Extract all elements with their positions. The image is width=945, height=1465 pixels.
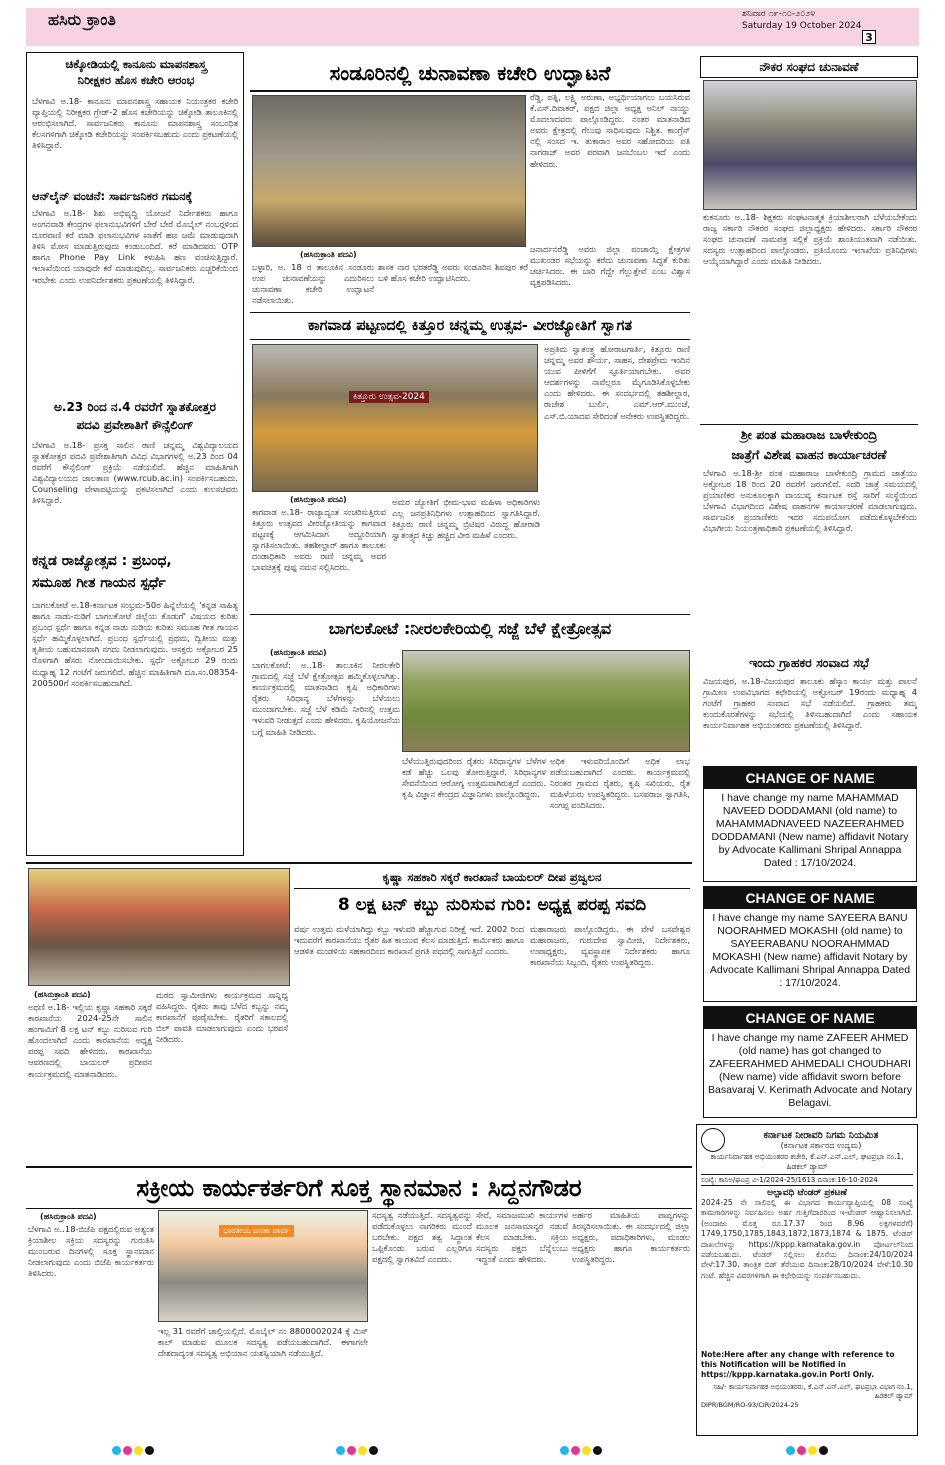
tender-reference: ಸಂಖ್ಯೆ: ಕಾನಿಅ/ಘಟಪ್ರ ವಿ-1/2024-25/1613 ದಿನಾಂಕ:16-10-2024 bbox=[701, 1174, 913, 1186]
dateline bbox=[742, 8, 862, 32]
page-number: 3 bbox=[862, 30, 876, 44]
headline-line: ನಿರೀಕ್ಷಕರ ಹೊಸ ಕಚೇರಿ ಆರಂಭ bbox=[77, 73, 195, 87]
headline-line: ಪದವಿ ಪ್ರವೇಶಾತಿಗೆ ಕೌನ್ಸೆಲಿಂಗ್ bbox=[76, 418, 194, 432]
divider bbox=[26, 862, 692, 864]
news-photo bbox=[703, 80, 917, 210]
article-headline bbox=[34, 56, 238, 88]
headline-line: ಕನ್ನಡ ರಾಜ್ಯೋತ್ಸವ : ಪ್ರಬಂಧ, bbox=[32, 553, 172, 569]
article-body: ವಿಜಯಪುರ, ಅ.18-ವಿಜಯಪುರ ತಾಲೂಕು ಹೆಸ್ಕಾಂ ಕಾರ್ಯ ಮತ್ತು ಪಾಲನೆ ಗ್ರಾಮೀಣ ಉಪವಿಭಾಗದ ಕಛೇರಿಯಲ್ಲಿ ಅಕ್ಟೋಬರ್ 19ರಂದು ಮಧ್ಯಾಹ್ನ 4 ಗಂಟೆಗೆ ಗ್ರಾಹಕರ ಸಂವಾದ ಸಭೆ ನಡೆಯಲಿದೆ. ಗ್ರಾಹಕರು ತಮ್ಮ ಕುಂದುಕೊರತೆಗಳನ್ನು ಸಭೆಯಲ್ಲಿ ತಿಳಿಸಬಹುದಾಗಿದೆ ಎಂದು ಸಹಾಯಕ ಕಾರ್ಯನಿರ್ವಾಹಕ ಅಭಿಯಂತರರು ಪ್ರಕಟಣೆಯಲ್ಲಿ ತಿಳಿಸಿದ್ದಾರೆ. bbox=[703, 676, 917, 731]
article-body: ಕುಕನೂರು ಅ..18- ಶಿಕ್ಷಕರು ಸಂಘಟನಾತ್ಮಕ ಕ್ರಿಯಾಶೀಲರಾಗಿ ಬೆಳೆಯಬೇಕೆಂದು ರಾಜ್ಯ ಸರ್ಕಾರಿ ನೌಕರರ ಸಂಘದ ಜಿಲ್ಲಾಧ್ಯಕ್ಷರು ಹೇಳಿದರು. ಸರ್ಕಾರಿ ನೌಕರರ ಸಂಘದ ಚುನಾವಣೆ ನಾಮಪತ್ರ ಸಲ್ಲಿಕೆ ಪ್ರಕ್ರಿಯೆ ಶಾಂತಿಯುತವಾಗಿ ನಡೆಯಿತು. ಸದಸ್ಯರು ಉತ್ಸಾಹದಿಂದ ಪಾಲ್ಗೊಂಡರು. ಪ್ರತಿಯೊಂದು ಇಲಾಖೆಯ ಪ್ರತಿನಿಧಿಗಳು ಆಯ್ಕೆಯಾಗಿದ್ದಾರೆ ಎಂದು ಮಾಹಿತಿ ನೀಡಿದರು. bbox=[703, 212, 917, 267]
news-photo bbox=[252, 344, 538, 492]
tender-office: ಕಾರ್ಯನಿರ್ವಾಹಕ ಅಭಿಯಂತರರ ಕಚೇರಿ, ಕೆ.ಎನ್.ಎನ್.ಎಲ್, ಘಟಪ್ರಭಾ ನಂ.1, ಹಿಡಕಲ್ ಡ್ಯಾಮ್ bbox=[710, 1152, 904, 1171]
article-body: ಬಾಗಲಕೋಟೆ ಅ.18-ಕರ್ನಾಟಕ ಸಂಭ್ರಮ-50ರ ಹಿನ್ನೆಲೆಯಲ್ಲಿ 'ಕನ್ನಡ ಸಾಹಿತ್ಯ ಹಾಗೂ ನಾಡು-ನುಡಿಗೆ ಬಾಗಲಕೋಟೆ ಜಿಲ್ಲೆಯ ಕೊಡುಗೆ' ವಿಷಯದ ಕುರಿತು ಪ್ರಬಂಧ ಸ್ಪರ್ಧೆ ಹಾಗೂ ಕನ್ನಡ ನಾಡು ನುಡಿಯ ಕುರಿತು ಸಮೂಹ ಗೀತ ಗಾಯನ ಸ್ಪರ್ಧೆ ಹಮ್ಮಿಕೊಳ್ಳಲಾಗಿದೆ. ಪ್ರಬಂಧ ಸ್ಪರ್ಧೆಯಲ್ಲಿ ಪ್ರಥಮ, ದ್ವಿತೀಯ ಮತ್ತು ತೃತೀಯ ಬಹುಮಾನವಾಗಿ ನಗದು ನೀಡಲಾಗುವುದು. ಆಸಕ್ತರು ಅಕ್ಟೋಬರ 25 ರೊಳಗಾಗಿ ಹೆಸರು ನೋಂದಾಯಿಸಬೇಕು. ಸ್ಪರ್ಧೆ ಅಕ್ಟೋಬರ 29 ರಂದು ಮಧ್ಯಾಹ್ನ 12 ಗಂಟೆಗೆ ಜರುಗಲಿದೆ. ಹೆಚ್ಚಿನ ಮಾಹಿತಿಗಾಗಿ ದೂ.ಸಂ.08354-200500ಗೆ ಸಂಪರ್ಕಿಸಬಹುದಾಗಿದೆ. bbox=[32, 600, 238, 688]
date-kannada: ಶನಿವಾರ ೧೯-೧೦-೨೦೨೪ bbox=[742, 9, 816, 19]
article-body: ಬೆಳಗಾವಿ ಅ..18-ಬಿಜೆಪಿ ಪಕ್ಷದಲ್ಲಿರುವ ಅತ್ಯಂತ ಕ್ರಿಯಾಶೀಲ ಸಕ್ರಿಯ ಸದಸ್ಯರನ್ನು ಗುರುತಿಸಿ ಮುಂಬರುವ ದಿನಗಳಲ್ಲಿ ಸೂಕ್ತ ಸ್ಥಾನಮಾನ ನೀಡಲಾಗುವುದು ಎಂದು ಬಿಜೆಪಿ ಕಾರ್ಯಕರ್ತರು ತಿಳಿಸಿದರು. bbox=[28, 1224, 154, 1279]
tender-text: 2024-25 ನೇ ಸಾಲಿನಲ್ಲಿ ಈ ವಿಭಾಗದ ಕಾರ್ಯವ್ಯಾಪ್ತಿಯಲ್ಲಿ 08 ಸಂಖ್ಯೆ ಕಾಮಗಾರಿಗಳನ್ನು ನಿರ್ವಹಿಸಲು ಅರ್ಹ ಗುತ್ತಿಗೆದಾರರಿಂದ ಇ-ಟೆಂಡರ್ ಆಹ್ವಾನಿಸಲಾಗಿದೆ. (ಅಂದಾಜು ಮೊತ್ತ ರೂ.17.37 ರಿಂದ 8.96 ಲಕ್ಷಗಳವರೆಗೆ) 1749,1750,1785,1843,1872,1873,1874 & 1875. ಟೆಂಡರ್ ದಾಖಲೆಗಳನ್ನು https://kppp.karnataka.gov.in ಪೋರ್ಟಲ್‍ನಿಂದ ಪಡೆಯಬಹುದು. ಟೆಂಡರ್ ಸಲ್ಲಿಸಲು ಕೊನೆಯ ದಿನಾಂಕ:24/10/2024 ವೇಳೆ:17.30. ತಾಂತ್ರಿಕ ಬಿಡ್ ತೆರೆಯುವ ದಿನಾಂಕ:28/10/2024 ವೇಳೆ:10.30 ಗಂಟೆ. ಹೆಚ್ಚಿನ ವಿವರಗಳಿಗಾಗಿ ಈ ಕಛೇರಿಯನ್ನು ಸಂಪರ್ಕಿಸಬಹುದು. bbox=[701, 1198, 913, 1280]
headline-line: ಜಾತ್ರೆಗೆ ವಿಶೇಷ ವಾಹನ ಕಾರ್ಯಾಚರಣೆ bbox=[731, 447, 887, 462]
article-body: ಸದಸ್ಯತ್ವ ನಡೆಯುತ್ತಿದೆ. ಸದಸ್ಯತ್ವವನ್ನು ಪಡೆದುಕೊಳ್ಳಲು ನಾಗರಿಕರು ಮುಂದೆ ಬರಬೇಕು. ಪಕ್ಷದ ತತ್ವ ಸಿದ್ಧಾಂತ ಒಪ್ಪಿಕೊಂಡು ಬರುವ ಎಲ್ಲರಿಗೂ ಪಕ್ಷದಲ್ಲಿ ಸ್ವಾಗತವಿದೆ ಎಂದರು. bbox=[372, 1210, 472, 1265]
headline-line: ಅ.23 ರಿಂದ ನ.4 ರವರೆಗೆ ಸ್ನಾತಕೋತ್ತರ bbox=[53, 400, 217, 414]
article-body: ಶಾಸಕ ನಾರ ಭರತರೆಡ್ಡಿ ಅವರು ಸಂಡೂರಿನ ಶಿವಪುರ ಕರೆ ಬಳಿ ಹೊಸ ಕಚೇರಿ ಉದ್ಘಾಟಿಸಿದರು. bbox=[378, 262, 528, 284]
article-body: ಅಮರ ಜ್ಯೋತಿಗೆ ಭೀಮ-ಭಾವ ಮಹಿಳಾ ಅಧಿಕಾರಿಗಳು ಎಲ್ಲ ಜನಪ್ರತಿನಿಧಿಗಳು ಉತ್ಸಾಹದಿಂದ ಸ್ವಾಗತಿಸಿದ್ದಾರೆ. ಕಿತ್ತೂರು ರಾಣಿ ಚನ್ನಮ್ಮ ಬ್ರಿಟಿಷರ ವಿರುದ್ಧ ಹೋರಾಡಿ ಸ್ವಾತಂತ್ರ್ಯದ ಕಿಚ್ಚು ಹಚ್ಚಿದ ವೀರ ಮಹಿಳೆ ಎಂದರು. bbox=[392, 497, 540, 541]
registration-marks bbox=[112, 1440, 156, 1459]
article-body: ಅಥಣಿ ಅ.18- ಇಲ್ಲಿಯ ಕೃಷ್ಣಾ ಸಹಕಾರಿ ಸಕ್ಕರೆ ಕಾರಖಾನೆಯ 2024-25ನೇ ಸಾಲಿನ ಹಂಗಾಮಿಗೆ 8 ಲಕ್ಷ ಟನ್ ಕಬ್ಬು ನುರಿಸುವ ಗುರಿ ಹೊಂದಲಾಗಿದೆ ಎಂದು ಕಾರಖಾನೆಯ ಅಧ್ಯಕ್ಷ ಪರಪ್ಪ ಸವದಿ ಹೇಳಿದರು. ಕಾರಖಾನೆಯ ಆವರಣದಲ್ಲಿ ಬಾಯಲರ್ ಪ್ರದೀಪನ ಕಾರ್ಯಕ್ರಮದಲ್ಲಿ ಮಾತನಾಡಿದರು. bbox=[28, 1002, 152, 1079]
government-emblem-icon bbox=[701, 1128, 725, 1152]
notice-text: I have change my name ZAFEER AHMED (old name) has got changed to ZAFEERAHMED AHMEDALI CHOUDHARI (New name) vide affidavit sworn before Basavaraj V. Kerimath Advocate and Notary Belagavi. bbox=[708, 1032, 912, 1109]
photo-banner: ಕಿತ್ತೂರು ಉತ್ಸವ-2024 bbox=[349, 391, 429, 403]
article-body: ಅರ್ಹರ ಮಾಹಿತಿಯ ಪಾಪ್ಯಗಳನ್ನು ತಿರಸ್ಕರಿಸಲಾಯಿತು. ಈ ಸಂದರ್ಭದಲ್ಲಿ ಜಿಲ್ಲಾ ಅಧ್ಯಕ್ಷರು, ಪದಾಧಿಕಾರಿಗಳು, ಮಂಡಲ ಅಧ್ಯಕ್ಷರು ಹಾಗೂ ಕಾರ್ಯಕರ್ತರು ಉಪಸ್ಥಿತರಿದ್ದರು. bbox=[572, 1210, 690, 1265]
article-body: ಮಠದ ಸ್ವಾಮೀಜಿಗಳು ಕಾರ್ಯಕ್ರಮದ ಸಾನ್ನಿಧ್ಯ ವಹಿಸಿದ್ದರು. ರೈತರು ತಾವು ಬೆಳೆದ ಕಬ್ಬನ್ನು ನಮ್ಮ ಕಾರಖಾನೆಗೆ ಪೂರೈಸಬೇಕು. ರೈತರಿಗೆ ಸಕಾಲದಲ್ಲಿ ಬಿಲ್ ಪಾವತಿ ಮಾಡಲಾಗುವುದು ಎಂದು ಭರವಸೆ ನೀಡಿದರು. bbox=[156, 990, 288, 1045]
tender-note: Note:Here after any change with reference to this Notification will be Notified in https://kppp.karnataka.gov.in Portl Only. bbox=[701, 1350, 895, 1379]
story-headline: ಕಾಗವಾಡ ಪಟ್ಟಣದಲ್ಲಿ ಕಿತ್ತೂರ ಚನ್ನಮ್ಮ ಉತ್ಸವ- ವೀರಜ್ಯೋತಿಗೆ ಸ್ವಾಗತ bbox=[250, 312, 690, 340]
notice-title: CHANGE OF NAME bbox=[704, 1007, 916, 1029]
registration-marks bbox=[786, 1440, 830, 1459]
story-headline: 8 ಲಕ್ಷ ಟನ್ ಕಬ್ಬು ನುರಿಸುವ ಗುರಿ: ಅಧ್ಯಕ್ಷ ಪರಪ್ಪ ಸವದಿ bbox=[337, 895, 647, 915]
newspaper-name: ಹಸಿರು ಕ್ರಾಂತಿ bbox=[48, 10, 116, 29]
article-body: ಅಧಿಕ ಇಳುವರಿಯೊಂದಿಗೆ ಅಧಿಕ ಲಾಭ ಪಡೆಯಬಹುದಾಗಿದೆ ಎಂದರು. ಕಾರ್ಯಕ್ರಮದಲ್ಲಿ ನಿರಂತರ ಗ್ರಾಮದ ರೈತರು, ಕೃಷಿ ಸಖಿಯರು, ರೈತ ಮಹಿಳೆಯರು ಉಪಸ್ಥಿತರಿದ್ದರು. ಬಸವರಾಜ ಸ್ವಾಗತಿಸಿ, ಸಂಗಪ್ಪ ವಂದಿಸಿದರು. bbox=[550, 756, 690, 811]
article-body: ರೆಡ್ಡಿ, ಪತ್ನಿ, ಲಕ್ಷ್ಮಿ ಅರುಣಾ, ಅಭ್ಯರ್ಥಿಯಾಗಲು ಬಯಸಿರುವ ಕೆ.ಎಸ್.ದಿವಾಕರ್, ಪಕ್ಷದ ಜಿಲ್ಲಾ ಅಧ್ಯಕ್ಷ ಅನಿಲ್ ನಾಯ್ಡು ಮೊದಲಾದವರು ಪಾಲ್ಗೊಂಡಿದ್ದರು. ನಂತರ ಮಾತನಾಡಿದ ಅವರು ಕ್ಷೇತ್ರದಲ್ಲಿ ಗೆಲುವು ಸಾಧಿಸುವುದು ನಿಶ್ಚಿತ. ಕಾಂಗ್ರೆಸ್ ನಲ್ಲಿ ಸಂಸದ ಇ. ತುಕಾರಾಂ ಅವರ ಸಹೋದರಿಯ ಪತಿ ನಾಗರಾಜ್ ಅವರ ಪರವಾಗಿ ಜನಬೆಂಬಲ ಇದೆ ಎಂದು ಹೇಳಿದರು. bbox=[530, 92, 690, 169]
story-headline: ಸಕ್ರೀಯ ಕಾರ್ಯಕರ್ತರಿಗೆ ಸೂಕ್ತ ಸ್ಥಾನಮಾನ : ಸಿದ್ದನಗೌಡರ bbox=[26, 1166, 692, 1209]
article-headline: ಆನ್‍ಲೈನ್ ವಂಚನೆ: ಸಾರ್ವಜನಿಕರ ಗಮನಕ್ಕೆ bbox=[32, 189, 193, 203]
date-english: Saturday 19 October 2024 bbox=[742, 21, 862, 31]
story-kicker: ಕೃಷ್ಣಾ ಸಹಕಾರಿ ಸಕ್ಕರೆ ಕಾರಖಾನೆ ಬಾಯಲರ್ ದೀಪ ಪ್ರಜ್ವಲನ bbox=[294, 866, 690, 889]
article-body: ಅಪ್ರತಿಮ ಸ್ವಾತಂತ್ರ್ಯ ಹೋರಾಟಗಾರ್ತಿ, ಕಿತ್ತೂರು ರಾಣಿ ಚನ್ನಮ್ಮ ಅವರ ಶೌರ್ಯ, ಸಾಹಸ, ದೇಶಪ್ರೇಮ ಇಂದಿನ ಯುವ ಪೀಳಿಗೆಗೆ ಸ್ಫೂರ್ತಿಯಾಗಬೇಕು. ಅವರ ಆದರ್ಶಗಳನ್ನು ನಾವೆಲ್ಲರೂ ಮೈಗೂಡಿಸಿಕೊಳ್ಳಬೇಕು ಎಂದು ಹೇಳಿದರು. ಈ ಸಂದರ್ಭದಲ್ಲಿ ತಹಶೀಲ್ದಾರ, ರಾಜೇಶ ಬುರ್ಲಿ, ಎಮ್.ಆರ್.ಮುಂಜೆ, ಎಸ್.ಬಿ.ಯಾದವ ಸೇರಿದಂತೆ ಅನೇಕರು ಉಪಸ್ಥಿತರಿದ್ದರು. bbox=[544, 344, 690, 421]
headline-line: ಸಮೂಹ ಗೀತ ಗಾಯನ ಸ್ಪರ್ಧೆ bbox=[32, 575, 166, 591]
article-body: ಮಹಾರಾಜರು ಪಾಲ್ಗೊಂಡಿದ್ದರು. ಈ ವೇಳೆ ಬಸವೇಶ್ವರ ಮಹಾರಾಜರು, ಗುರುದೇವ ಸ್ವಾಮೀಜಿ, ನಿರ್ದೇಶಕರು, ಉಪಾಧ್ಯಕ್ಷರು, ವ್ಯವಸ್ಥಾಪಕ ನಿರ್ದೇಶಕರು ಹಾಗೂ ಕಾರಖಾನೆಯ ಸಿಬ್ಬಂದಿ, ರೈತರು ಉಪಸ್ಥಿತರಿದ್ದರು. bbox=[530, 924, 690, 968]
article-body: ಕಾಗವಾಡ ಅ.18- ರಾಜ್ಯಾದ್ಯಂತ ಸಂಚರಿಸುತ್ತಿರುವ ಕಿತ್ತೂರು ಉತ್ಸವದ ವೀರಜ್ಯೋತಿಯನ್ನು ಕಾಗವಾಡ ಪಟ್ಟಣಕ್ಕೆ ಆಗಮಿಸಿದಾಗ ಅದ್ದೂರಿಯಾಗಿ ಸ್ವಾಗತಿಸಲಾಯಿತು. ತಹಶೀಲ್ದಾರ್ ಹಾಗೂ ತಾಲೂಕು ದಂಡಾಧಿಕಾರಿ ಅವರು ರಾಣಿ ಚನ್ನಮ್ಮ ಅವರ ಭಾವಚಿತ್ರಕ್ಕೆ ಪುಷ್ಪ ನಮನ ಸಲ್ಲಿಸಿದರು. bbox=[252, 507, 386, 573]
registration-marks bbox=[336, 1440, 380, 1459]
tender-organisation-sub: (ಕರ್ನಾಟಕ ಸರ್ಕಾರದ ಉದ್ಯಮ) bbox=[780, 1140, 862, 1150]
photo-caption: (ಹಸಿರುಕ್ರಾಂತಿ ಪದವಿ) bbox=[300, 250, 357, 259]
article-body: ಬಾಗಲಕೋಟೆ: ಅ..18- ತಾಲೂಕಿನ ನೀರಲಕೇರಿ ಗ್ರಾಮದಲ್ಲಿ ಸಜ್ಜೆ ಬೆಳೆ ಕ್ಷೇತ್ರೋತ್ಸವ ಹಮ್ಮಿಕೊಳ್ಳಲಾಗಿತ್ತು. ಕಾರ್ಯಕ್ರಮದಲ್ಲಿ ಮಾತನಾಡಿದ ಕೃಷಿ ಅಧಿಕಾರಿಗಳು ರೈತರು ಸಿರಿಧಾನ್ಯ ಬೆಳೆಗಳನ್ನು ಬೆಳೆಯಲು ಮುಂದಾಗಬೇಕು. ಸಜ್ಜೆ ಬೆಳೆ ಕಡಿಮೆ ನೀರಿನಲ್ಲಿ ಉತ್ತಮ ಇಳುವರಿ ನೀಡುತ್ತದೆ ಎಂದು ಹೇಳಿದರು. ಕೃಷಿಯೋಜನೆಯ ಬಗ್ಗೆ ಮಾಹಿತಿ ನೀಡಿದರು. bbox=[252, 660, 400, 737]
article-body: ಬೆಳಗಾವಿ ಅ.18- ಕಾನೂನು ಮಾಪನಶಾಸ್ತ್ರ ಸಹಾಯಕ ನಿಯಂತ್ರಕರ ಕಚೇರಿ ವ್ಯಾಪ್ತಿಯಲ್ಲಿ ನಿರೀಕ್ಷಕರ ಗ್ರೇಡ್-2 ಹೊಸ ಕಚೇರಿಯನ್ನು ಚಿಕ್ಕೋಡಿ ತಾಲೂಕಿನಲ್ಲಿ ಆರಂಭಿಸಲಾಗಿದೆ. ಸಾರ್ವಜನಿಕರು ಕಾನೂನು ಮಾಪನಶಾಸ್ತ್ರ ಸಂಬಂಧಿತ ಕೆಲಸಗಳಿಗಾಗಿ ಚಿಕ್ಕೋಡಿ ಕಚೇರಿಯನ್ನು ಸಂಪರ್ಕಿಸಬಹುದು ಎಂದು ಪ್ರಕಟಣೆಯಲ್ಲಿ ತಿಳಿಸಿದ್ದಾರೆ. bbox=[32, 96, 238, 151]
article-body: ವರ್ಷ ಉತ್ತಮ ಮಳೆಯಾಗಿದ್ದು ಕಬ್ಬು ಇಳುವರಿ ಹೆಚ್ಚಾಗುವ ನಿರೀಕ್ಷೆ ಇದೆ. 2002 ರಿಂದ ಇದುವರೆಗೆ ಕಾರಖಾನೆಯು ರೈತರ ಹಿತ ಕಾಯುವ ಕೆಲಸ ಮಾಡುತ್ತಿದೆ. ಕಾರ್ಮಿಕರು ಹಾಗೂ ಆಡಳಿತ ಮಂಡಳಿಯ ಸಹಕಾರದಿಂದ ಕಾರಖಾನೆ ಪ್ರಗತಿ ಪಥದಲ್ಲಿ ಸಾಗುತ್ತಿದೆ ಎಂದರು. bbox=[294, 924, 524, 957]
article-headline bbox=[32, 550, 238, 594]
article-body: ಬಳ್ಳಾರಿ, ಅ. 18 ರ ತಾಲೂಕಿನ ಸಂಡೂರು ಉಪ ಚುನಾವಣೆಯನ್ನು ಎದುರಿಸಲು ಚುನಾವಣಾ ಕಚೇರಿ ಉದ್ಘಾಟನೆ ನಡೆಸಲಾಯಿತು. bbox=[252, 262, 374, 306]
classified-notice bbox=[703, 886, 917, 1002]
article-body: ಬೆಳಗಾವಿ ಅ.18-ಶ್ರೀ ಪಂತ ಮಹಾರಾಜ ಬಾಳೇಕುಂದ್ರಿ ಗ್ರಾಮದ ಜಾತ್ರೆಯು ಅಕ್ಟೋಬರ 18 ರಿಂದ 20 ರವರೆಗೆ ಜರುಗಲಿದೆ. ಸದರಿ ಜಾತ್ರೆ ಸಮಯದಲ್ಲಿ ಪ್ರಯಾಣಿಕರ ಅನುಕೂಲಕ್ಕಾಗಿ ವಾಯುವ್ಯ ಕರ್ನಾಟಕ ರಸ್ತೆ ಸಾರಿಗೆ ಸಂಸ್ಥೆಯಿಂದ ಬೆಳಗಾವಿ ವಿಭಾಗದಿಂದ ವಿಶೇಷ ವಾಹನಗಳ ಕಾರ್ಯಾಚರಣೆ ಮಾಡಲಾಗುವುದು. ಸಾರ್ವಜನಿಕ ಪ್ರಯಾಣಿಕರು ಇದರ ಸದುಪಯೋಗ ಪಡೆದುಕೊಳ್ಳಬೇಕೆಂದು ವಿಭಾಗೀಯ ನಿಯಂತ್ರಣಾಧಿಕಾರಿ ಪ್ರಕಟಣೆಯಲ್ಲಿ ತಿಳಿಸಿದ್ದಾರೆ. bbox=[703, 468, 917, 534]
registration-marks bbox=[560, 1440, 604, 1459]
article-body: ಬೆಳಗಾವಿ ಅ.18- ಶಿಶು ಅಭಿವೃದ್ಧಿ ಯೋಜನೆ ನಿರ್ದೇಶಕರು ಹಾಗೂ ಅಂಗನವಾಡಿ ಕೇಂದ್ರಗಳ ಫಲಾನುಭವಿಗಳಿಗೆ ಬೇರೆ ಬೇರೆ ಮೊಬೈಲ್ ನಂಬರ್‍ಗಳಿಂದ ದೂರವಾಣಿ ಕರೆ ಮಾಡಿ ಫಲಾನುಭವಿಗಳ ಖಾತೆಗೆ ಹಣ ಜಮೆ ಮಾಡುವುದಾಗಿ ತಿಳಿಸಿ ಮೋಸ ಮಾಡುತ್ತಿರುವುದು ಕಂಡುಬಂದಿದೆ. ಕರೆ ಮಾಡಿದವರು OTP ಹಾಗೂ Phone Pay Link ಕಳುಹಿಸಿ ಹಣ ವಂಚಿಸುತ್ತಿದ್ದಾರೆ. ಇಲಾಖೆಯಿಂದ ಯಾವುದೇ ಕರೆ ಮಾಡುವುದಿಲ್ಲ. ಸಾರ್ವಜನಿಕರು ಎಚ್ಚರಿಕೆಯಿಂದ ಇರಬೇಕು ಎಂದು ಉಪನಿರ್ದೇಶಕರು ಪ್ರಕಟಣೆಯಲ್ಲಿ ತಿಳಿಸಿದ್ದಾರೆ. bbox=[32, 208, 238, 285]
tender-signature: ಸಹಿ/- ಕಾರ್ಯನಿರ್ವಾಹಕ ಅಭಿಯಂತರರು, ಕೆ.ಎನ್.ಎನ್.ಎಲ್, ಘಟಪ್ರಭಾ ವಿಭಾಗ ನಂ.1, ಹಿಡಕಲ್ ಡ್ಯಾಮ್ bbox=[713, 1383, 913, 1400]
photo-caption: (ಹಸಿರುಕ್ರಾಂತಿ ಪದವಿ) bbox=[40, 1212, 97, 1221]
tender-notice bbox=[696, 1124, 918, 1436]
tender-code: DIPR/BGM/RO-93/CIR/2024-25 bbox=[701, 1401, 799, 1409]
article-headline bbox=[700, 424, 918, 465]
article-headline bbox=[32, 398, 238, 434]
classified-notice bbox=[703, 766, 917, 882]
photo-caption: (ಹಸಿರುಕ್ರಾಂತಿ ಪದವಿ) bbox=[270, 648, 327, 657]
tender-organisation: ಕರ್ನಾಟಕ ನೀರಾವರಿ ನಿಗಮ ನಿಯಮಿತ bbox=[763, 1129, 879, 1141]
notice-text: I have change my name MAHAMMAD NAVEED DODDAMANI (old name) to MAHAMMADNAVEED NAZEERAHMED DODDAMANI (New name) affidavit Notary by Advocate Kallimani Shripal Annappa Dated : 17/10/2024. bbox=[711, 792, 909, 869]
notice-title: CHANGE OF NAME bbox=[704, 887, 916, 909]
photo-caption: (ಹಸಿರುಕ್ರಾಂತಿ ಪದವಿ) bbox=[290, 495, 347, 504]
story-headline: ಬಾಗಲಕೋಟೆ :ನೀರಲಕೇರಿಯಲ್ಲಿ ಸಜ್ಜೆ ಬೆಳೆ ಕ್ಷೇತ್ರೋತ್ಸವ bbox=[250, 614, 690, 643]
article-body: ಇಲ್ಲ 31 ರವರೆಗೆ ಚಾಲ್ತಿಯಲ್ಲಿದೆ. ಮೊಬೈಲ್ ನಂ 8800002024 ಕ್ಕೆ ಮಿಸ್ ಕಾಲ್ ಮಾಡುವ ಮೂಲಕ ಸದಸ್ಯತ್ವ ಪಡೆಯಬಹುದಾಗಿದೆ. ಈಗಾಗಲೇ ದೇಶದಾದ್ಯಂತ ಸದಸ್ಯತ್ವ ಅಭಿಯಾನ ಯಶಸ್ವಿಯಾಗಿ ನಡೆಯುತ್ತಿದೆ. bbox=[158, 1326, 368, 1359]
article-body: ಬೆಳೆಯುತ್ತಿರುವುದರಿಂದ ರೈತರು ಸಿರಿಧಾನ್ಯಗಳ ಬೆಳೆಗಳ ಕಡೆ ಹೆಚ್ಚು ಒಲವು ತೋರುತ್ತಿದ್ದಾರೆ. ಸಿರಿಧಾನ್ಯಗಳ ಸೇವನೆಯಿಂದ ಆರೋಗ್ಯ ಉತ್ತಮವಾಗಿರುತ್ತದೆ ಎಂದರು. ಕೃಷಿ ವಿಜ್ಞಾನ ಕೇಂದ್ರದ ವಿಜ್ಞಾನಿಗಳು ಪಾಲ್ಗೊಂಡಿದ್ದರು. bbox=[402, 756, 546, 800]
tender-header bbox=[701, 1128, 913, 1152]
photo-caption: (ಹಸಿರುಕ್ರಾಂತಿ ಪದವಿ) bbox=[34, 990, 91, 999]
tender-title: ಅಲ್ಪಾವಧಿ ಟೆಂಡರ್ ಪ್ರಕಟಣೆ bbox=[767, 1188, 847, 1198]
classified-notice bbox=[703, 1006, 917, 1118]
news-photo bbox=[28, 868, 290, 986]
news-photo bbox=[402, 650, 690, 752]
article-body: ಸೇವೆ, ಸಮಾಜಮುಖಿ ಕಾರ್ಯಗಳ ಮೂಲಕ ಜನಸಾಮಾನ್ಯರ ನಡುವೆ ಕೆಲಸ ಮಾಡಬೇಕು. ಸಕ್ರಿಯ ಸದಸ್ಯರು ಪಕ್ಷದ ಬೆನ್ನೆಲುಬು ಇದ್ದಂತೆ ಎಂದು ಹೇಳಿದರು. bbox=[476, 1210, 568, 1265]
article-body: ಬೆಳಗಾವಿ ಅ.18- ಪ್ರಸಕ್ತ ಸಾಲಿನ ರಾಣಿ ಚನ್ನಮ್ಮ ವಿಶ್ವವಿದ್ಯಾಲಯದ ಸ್ನಾತಕೋತ್ತರ ಪದವಿ ಪ್ರವೇಶಾತಿಗಾಗಿ ವಿವಿಧ ವಿಭಾಗಗಳಲ್ಲಿ ಅ.23 ರಿಂದ 04 ರವರೆಗೆ ಕೌನ್ಸೆಲಿಂಗ್ ಪ್ರಕ್ರಿಯೆ ನಡೆಯಲಿದೆ. ಹೆಚ್ಚಿನ ಮಾಹಿತಿಗಾಗಿ ವಿಶ್ವವಿದ್ಯಾಲಯದ ಜಾಲತಾಣ (www.rcub.ac.in) ಸಂಪರ್ಕಿಸಬಹುದು. Counseling ವೇಳಾಪಟ್ಟಿಯನ್ನು ಪ್ರಕಟಿಸಲಾಗಿದೆ ಎಂದು ಕುಲಸಚಿವರು ತಿಳಿಸಿದ್ದಾರೆ. bbox=[32, 440, 238, 506]
notice-text: I have change my name SAYEERA BANU NOORAHMED MOKASHI (old name) to SAYEERABANU NOORAHMMAD MOKASHI (New name) affidavit Notary by Advocate Kallimani Shripal Annappa Dated : 17/10/2024. bbox=[709, 912, 911, 989]
article-headline: ಇಂದು ಗ್ರಾಹಕರ ಸಂವಾದ ಸಭೆ bbox=[749, 655, 869, 670]
article-body: ಜನಾರ್ದನರೆಡ್ಡಿ ಅವರು ಜಿಲ್ಲಾ ಪಂಚಾಯ್ತಿ ಕ್ಷೇತ್ರಗಳ ಮುಖಂಡರ ಸಭೆಯನ್ನು ಕರೆದು ಚುನಾವಣಾ ಸಿದ್ಧತೆ ಕುರಿತು ಚರ್ಚಿಸಿದರು. ಈ ಬಾರಿ ಗೆದ್ದೇ ಗೆಲ್ಲುತ್ತೇವೆ ಎಂಬ ವಿಶ್ವಾಸ ವ್ಯಕ್ತಪಡಿಸಿದರು. bbox=[530, 244, 690, 288]
photo-banner: ಭಾರತೀಯ ಜನತಾ ಪಾರ್ಟಿ bbox=[219, 1225, 294, 1237]
article-headline: ನೌಕರ ಸಂಘದ ಚುನಾವಣೆ bbox=[700, 56, 918, 78]
headline-line: ಚಿಕ್ಕೋಡಿಯಲ್ಲಿ ಕಾನೂನು ಮಾಪನಶಾಸ್ತ್ರ bbox=[65, 57, 207, 71]
news-photo bbox=[252, 95, 526, 247]
headline-line: ಶ್ರೀ ಪಂತ ಮಹಾರಾಜ ಬಾಳೇಕುಂದ್ರಿ bbox=[740, 427, 878, 442]
notice-title: CHANGE OF NAME bbox=[704, 767, 916, 789]
news-photo bbox=[158, 1210, 368, 1322]
story-headline: ಸಂಡೂರಿನಲ್ಲಿ ಚುನಾವಣಾ ಕಚೇರಿ ಉದ್ಘಾಟನೆ bbox=[250, 56, 690, 92]
